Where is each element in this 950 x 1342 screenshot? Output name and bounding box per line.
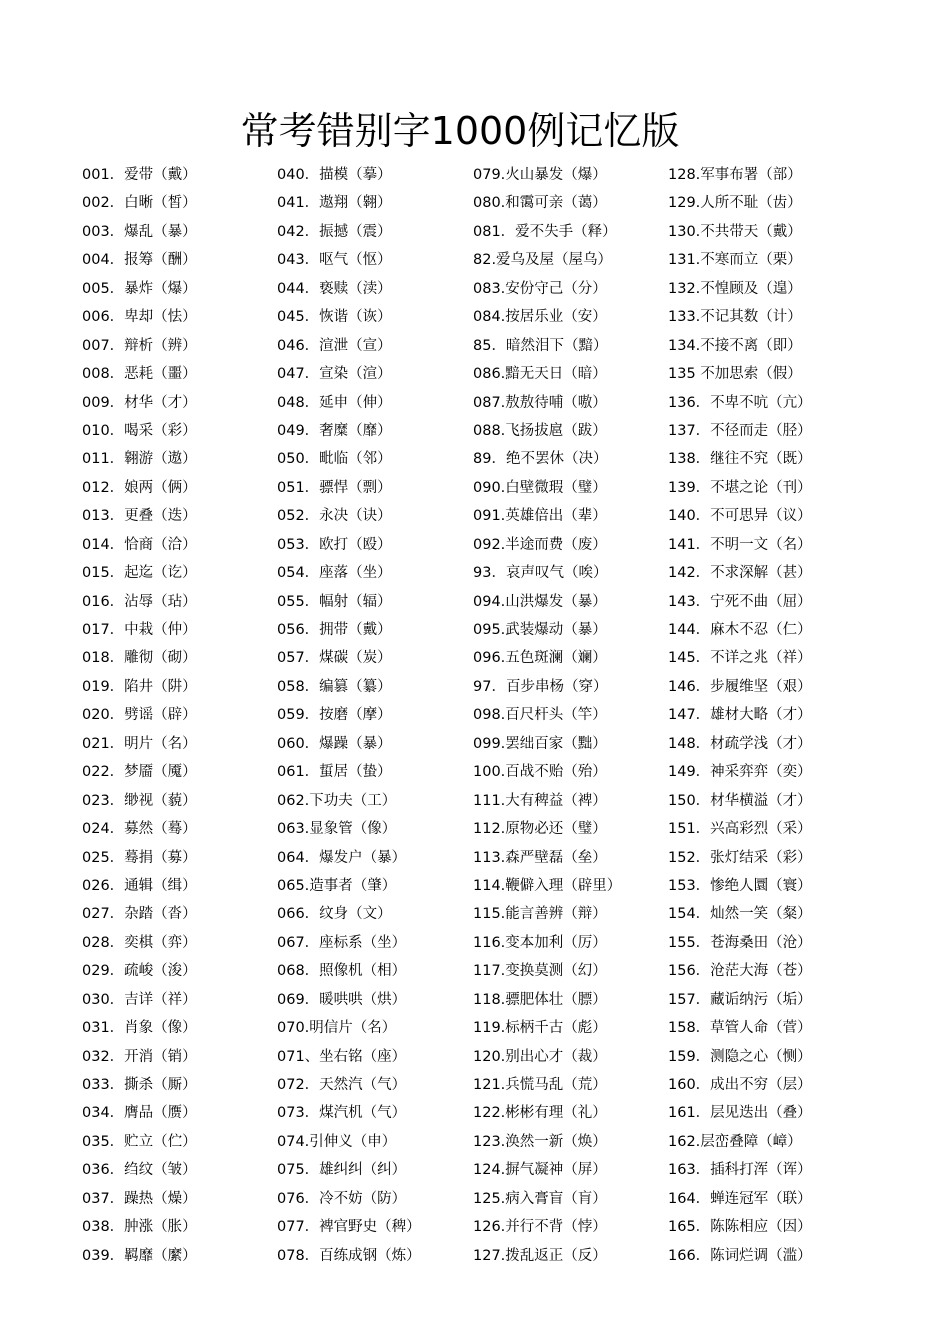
typo-entry: 82.爱乌及屋（屋乌） xyxy=(473,252,613,269)
typo-entry: 026．通辑（缉） xyxy=(82,877,197,894)
typo-entry: 032．开消（销） xyxy=(82,1048,197,1065)
document-title: 常考错别字1000例记忆版 xyxy=(240,109,680,153)
typo-entry: 062.下功夫（工） xyxy=(277,792,397,809)
typo-entry: 047．宣染（渲） xyxy=(277,366,392,383)
typo-entry: 098.百尺杆头（竿） xyxy=(473,707,607,724)
typo-entry: 020．劈谣（辟） xyxy=(82,707,197,724)
typo-entry: 092.半途而费（废） xyxy=(473,536,607,553)
typo-entry: 041．遨翔（翱） xyxy=(277,195,392,212)
typo-entry: 056．拥带（戴） xyxy=(277,622,392,638)
typo-entry: 028．奕棋（弈） xyxy=(82,934,197,951)
typo-entry: 027．杂踏（沓） xyxy=(82,906,197,923)
typo-entry: 142．不求深解（甚） xyxy=(668,565,812,582)
typo-entry: 131.不寒而立（栗） xyxy=(668,252,802,269)
typo-entry: 129.人所不耻（齿） xyxy=(668,195,802,212)
typo-entry: 100.百战不贻（殆） xyxy=(473,764,607,781)
entry-column-1 xyxy=(82,161,278,1270)
typo-entry: 119.标柄千古（彪） xyxy=(473,1020,607,1037)
typo-entry: 123.涣然一新（焕） xyxy=(473,1133,607,1150)
typo-entry: 049．奢糜（靡） xyxy=(277,422,392,439)
typo-entry: 029．疏峻（浚） xyxy=(82,963,197,980)
typo-entry: 004．报筹（酬） xyxy=(82,252,197,269)
typo-entry: 146．步履维坚（艰） xyxy=(668,678,812,695)
typo-entry: 151．兴高彩烈（采） xyxy=(668,821,812,838)
typo-entry: 134.不接不离（即） xyxy=(668,337,802,354)
typo-entry: 048．延申（伸） xyxy=(277,394,392,411)
typo-entry: 128.军事布署（部） xyxy=(668,167,802,183)
typo-entry: 114.鞭僻入理（辟里） xyxy=(473,877,622,894)
typo-entry: 079.火山暴发（爆） xyxy=(473,167,607,183)
typo-entry: 072．天然汽（气） xyxy=(277,1077,407,1093)
typo-entry: 094.山洪爆发（暴） xyxy=(473,593,607,610)
typo-entry: 055．幅射（辐） xyxy=(277,593,392,610)
typo-entry: 111.大有稗益（裨） xyxy=(473,792,607,809)
typo-entry: 160．成出不穷（层） xyxy=(668,1077,812,1093)
typo-entry: 164．蝉连冠军（联） xyxy=(668,1190,812,1207)
typo-entry: 071、坐右铭（座） xyxy=(277,1048,407,1065)
typo-entry: 052．永决（诀） xyxy=(277,508,392,525)
typo-entry: 064．爆发户（暴） xyxy=(277,849,407,866)
typo-entry: 154．灿然一笑（粲） xyxy=(668,906,812,923)
typo-entry: 016．沾辱（玷） xyxy=(82,593,197,610)
typo-entry: 057．煤碳（炭） xyxy=(277,650,392,667)
typo-entry: 001．爱带（戴） xyxy=(82,167,197,183)
typo-entry: 061．蜇居（蛰） xyxy=(277,764,392,781)
typo-entry: 053．欧打（殴） xyxy=(277,536,392,553)
typo-entry: 051．骠悍（剽） xyxy=(277,479,392,496)
typo-entry: 069．暖哄哄（烘） xyxy=(277,991,407,1008)
typo-entry: 033．撕杀（厮） xyxy=(82,1077,197,1093)
typo-entry: 068．照像机（相） xyxy=(277,963,407,980)
typo-entry: 077．裨官野史（稗） xyxy=(277,1219,421,1236)
typo-entry: 113.森严壁磊（垒） xyxy=(473,849,607,866)
typo-entry: 037．躁热（燥） xyxy=(82,1190,197,1207)
typo-entry: 158．草管人命（菅） xyxy=(668,1020,812,1037)
typo-entry: 084.按居乐业（安） xyxy=(473,309,607,326)
typo-entry: 075．雄纠纠（纠） xyxy=(277,1162,407,1179)
typo-entry: 162.层峦叠障（嶂） xyxy=(668,1133,802,1150)
typo-entry: 138．继往不究（既） xyxy=(668,451,812,468)
typo-entry: 065.造事者（肇） xyxy=(277,877,397,894)
typo-entry: 121.兵慌马乱（荒） xyxy=(473,1077,607,1093)
typo-entry: 099.罢绌百家（黜） xyxy=(473,735,607,752)
typo-entry: 140．不可思异（议） xyxy=(668,508,812,525)
typo-entry: 080.和霭可亲（蔼） xyxy=(473,195,607,212)
typo-entry: 036．绉纹（皱） xyxy=(82,1162,197,1179)
typo-entry: 025．蓦捐（募） xyxy=(82,849,197,866)
typo-entry: 021．明片（名） xyxy=(82,735,197,752)
typo-entry: 152．张灯结采（彩） xyxy=(668,849,812,866)
typo-entry: 124.摒气凝神（屏） xyxy=(473,1162,607,1179)
typo-entry: 137．不径而走（胫） xyxy=(668,422,812,439)
typo-entry: 159．测隐之心（恻） xyxy=(668,1048,812,1065)
typo-entry: 115.能言善辨（辩） xyxy=(473,906,607,923)
typo-entry: 011．翱游（遨） xyxy=(82,451,197,468)
entry-column-3 xyxy=(473,161,669,1270)
typo-entry: 010．喝采（彩） xyxy=(82,422,197,439)
typo-entry: 023．缈视（藐） xyxy=(82,792,197,809)
typo-entry: 095.武装爆动（暴） xyxy=(473,622,607,638)
typo-entry: 019．陷井（阱） xyxy=(82,678,197,695)
typo-entry: 122.彬彬有理（礼） xyxy=(473,1105,607,1122)
typo-entry: 89．绝不罢休（决） xyxy=(473,451,608,468)
typo-entry: 132.不惶顾及（遑） xyxy=(668,280,802,297)
typo-entry: 136．不卑不吭（亢） xyxy=(668,394,812,411)
typo-entry: 139．不堪之论（刊） xyxy=(668,479,812,496)
typo-entry: 93．哀声叹气（唉） xyxy=(473,565,608,582)
typo-entry: 096.五色斑澜（斓） xyxy=(473,650,607,667)
typo-entry: 007．辩析（辨） xyxy=(82,337,197,354)
typo-entry: 070.明信片（名） xyxy=(277,1020,397,1037)
typo-entry: 155．苍海桑田（沧） xyxy=(668,934,812,951)
typo-entry: 153．惨绝人圜（寰） xyxy=(668,877,812,894)
typo-entry: 148．材疏学浅（才） xyxy=(668,735,812,752)
typo-entry: 147．雄材大略（才） xyxy=(668,707,812,724)
typo-entry: 030．吉详（祥） xyxy=(82,991,197,1008)
entry-column-2 xyxy=(277,161,473,1270)
typo-entry: 046．渲泄（宣） xyxy=(277,337,392,354)
typo-entry: 067．座标系（坐） xyxy=(277,934,407,951)
typo-entry: 042．振撼（震） xyxy=(277,223,392,240)
typo-entry: 091.英雄倍出（辈） xyxy=(473,508,607,525)
typo-entry: 081．爱不失手（释） xyxy=(473,223,617,240)
typo-entry: 130.不共带天（戴） xyxy=(668,223,802,240)
typo-entry: 018．雕彻（砌） xyxy=(82,650,197,667)
typo-entry: 040．描模（摹） xyxy=(277,167,392,183)
typo-entry: 039．羁靡（縻） xyxy=(82,1247,197,1264)
typo-entry: 058．编篡（纂） xyxy=(277,678,392,695)
typo-entry: 035．贮立（伫） xyxy=(82,1133,197,1150)
typo-entry: 143．宁死不曲（屈） xyxy=(668,593,812,610)
typo-entry: 038．肿涨（胀） xyxy=(82,1219,197,1236)
typo-entry: 006．卑却（怯） xyxy=(82,309,197,326)
typo-entry: 166．陈词烂调（滥） xyxy=(668,1247,812,1264)
typo-entry: 141．不明一文（名） xyxy=(668,536,812,553)
typo-entry: 043．呕气（怄） xyxy=(277,252,392,269)
typo-entry: 034．膺品（赝） xyxy=(82,1105,197,1122)
typo-entry: 005．暴炸（爆） xyxy=(82,280,197,297)
typo-entry: 086.黯无天日（暗） xyxy=(473,366,607,383)
typo-entry: 090.白壁微瑕（璧） xyxy=(473,479,607,496)
typo-entry: 125.病入膏盲（肓） xyxy=(473,1190,607,1207)
typo-entry: 149．神采弈弈（奕） xyxy=(668,764,812,781)
typo-entry: 002．白晰（皙） xyxy=(82,195,197,212)
typo-entry: 003．爆乱（暴） xyxy=(82,223,197,240)
typo-entry: 156．沧茫大海（苍） xyxy=(668,963,812,980)
typo-entry: 163．插科打浑（诨） xyxy=(668,1162,812,1179)
typo-entry: 120.别出心才（裁） xyxy=(473,1048,607,1065)
entry-column-4 xyxy=(668,161,864,1270)
typo-entry: 157．藏诟纳污（垢） xyxy=(668,991,812,1008)
typo-entry: 022．梦靥（魇） xyxy=(82,764,197,781)
typo-entry: 150．材华横溢（才） xyxy=(668,792,812,809)
typo-entry: 078．百练成钢（炼） xyxy=(277,1247,421,1264)
typo-entry: 012．娘两（俩） xyxy=(82,479,197,496)
typo-entry: 145．不详之兆（祥） xyxy=(668,650,812,667)
typo-entry: 083.安份守己（分） xyxy=(473,280,607,297)
typo-entry: 060．爆躁（暴） xyxy=(277,735,392,752)
typo-entry: 127.拨乱返正（反） xyxy=(473,1247,607,1264)
typo-entry: 059．按磨（摩） xyxy=(277,707,392,724)
typo-entry: 112.原物必还（璧） xyxy=(473,821,607,838)
typo-entry: 118.骠肥体壮（膘） xyxy=(473,991,607,1008)
typo-entry: 97．百步串杨（穿） xyxy=(473,678,608,695)
typo-entry: 088.飞扬拔扈（跋） xyxy=(473,422,607,439)
typo-entry: 054．座落（坐） xyxy=(277,565,392,582)
typo-entry: 009．材华（才） xyxy=(82,394,197,411)
typo-entry: 087.敖敖待哺（嗷） xyxy=(473,394,607,411)
typo-entry: 117.变换莫测（幻） xyxy=(473,963,607,980)
typo-entry: 076．冷不妨（防） xyxy=(277,1190,407,1207)
typo-entry: 031．肖象（像） xyxy=(82,1020,197,1037)
typo-entry: 063.显象管（像） xyxy=(277,821,397,838)
typo-entry: 008．恶耗（噩） xyxy=(82,366,197,383)
typo-entry: 073．煤汽机（气） xyxy=(277,1105,407,1122)
typo-entry: 045．恢谐（诙） xyxy=(277,309,392,326)
typo-entry: 116.变本加利（厉） xyxy=(473,934,607,951)
typo-entry: 017．中栽（仲） xyxy=(82,622,197,638)
typo-entry: 85．暗然泪下（黯） xyxy=(473,337,608,354)
typo-entry: 074.引伸义（申） xyxy=(277,1133,397,1150)
typo-entry: 050．毗临（邻） xyxy=(277,451,392,468)
typo-entry: 024．募然（蓦） xyxy=(82,821,197,838)
typo-entry: 165．陈陈相应（因） xyxy=(668,1219,812,1236)
typo-entry: 161．层见迭出（叠） xyxy=(668,1105,812,1122)
typo-entry: 013．更叠（迭） xyxy=(82,508,197,525)
typo-entry: 126.并行不背（悖） xyxy=(473,1219,607,1236)
typo-entry: 044．亵赎（渎） xyxy=(277,280,392,297)
typo-entry: 133.不记其数（计） xyxy=(668,309,802,326)
typo-entry: 135 不加思索（假） xyxy=(668,366,802,383)
typo-entry: 144．麻木不忍（仁） xyxy=(668,622,812,638)
typo-entry: 066．纹身（文） xyxy=(277,906,392,923)
typo-entry: 015．起迄（讫） xyxy=(82,565,197,582)
typo-entry: 014．恰商（洽） xyxy=(82,536,197,553)
